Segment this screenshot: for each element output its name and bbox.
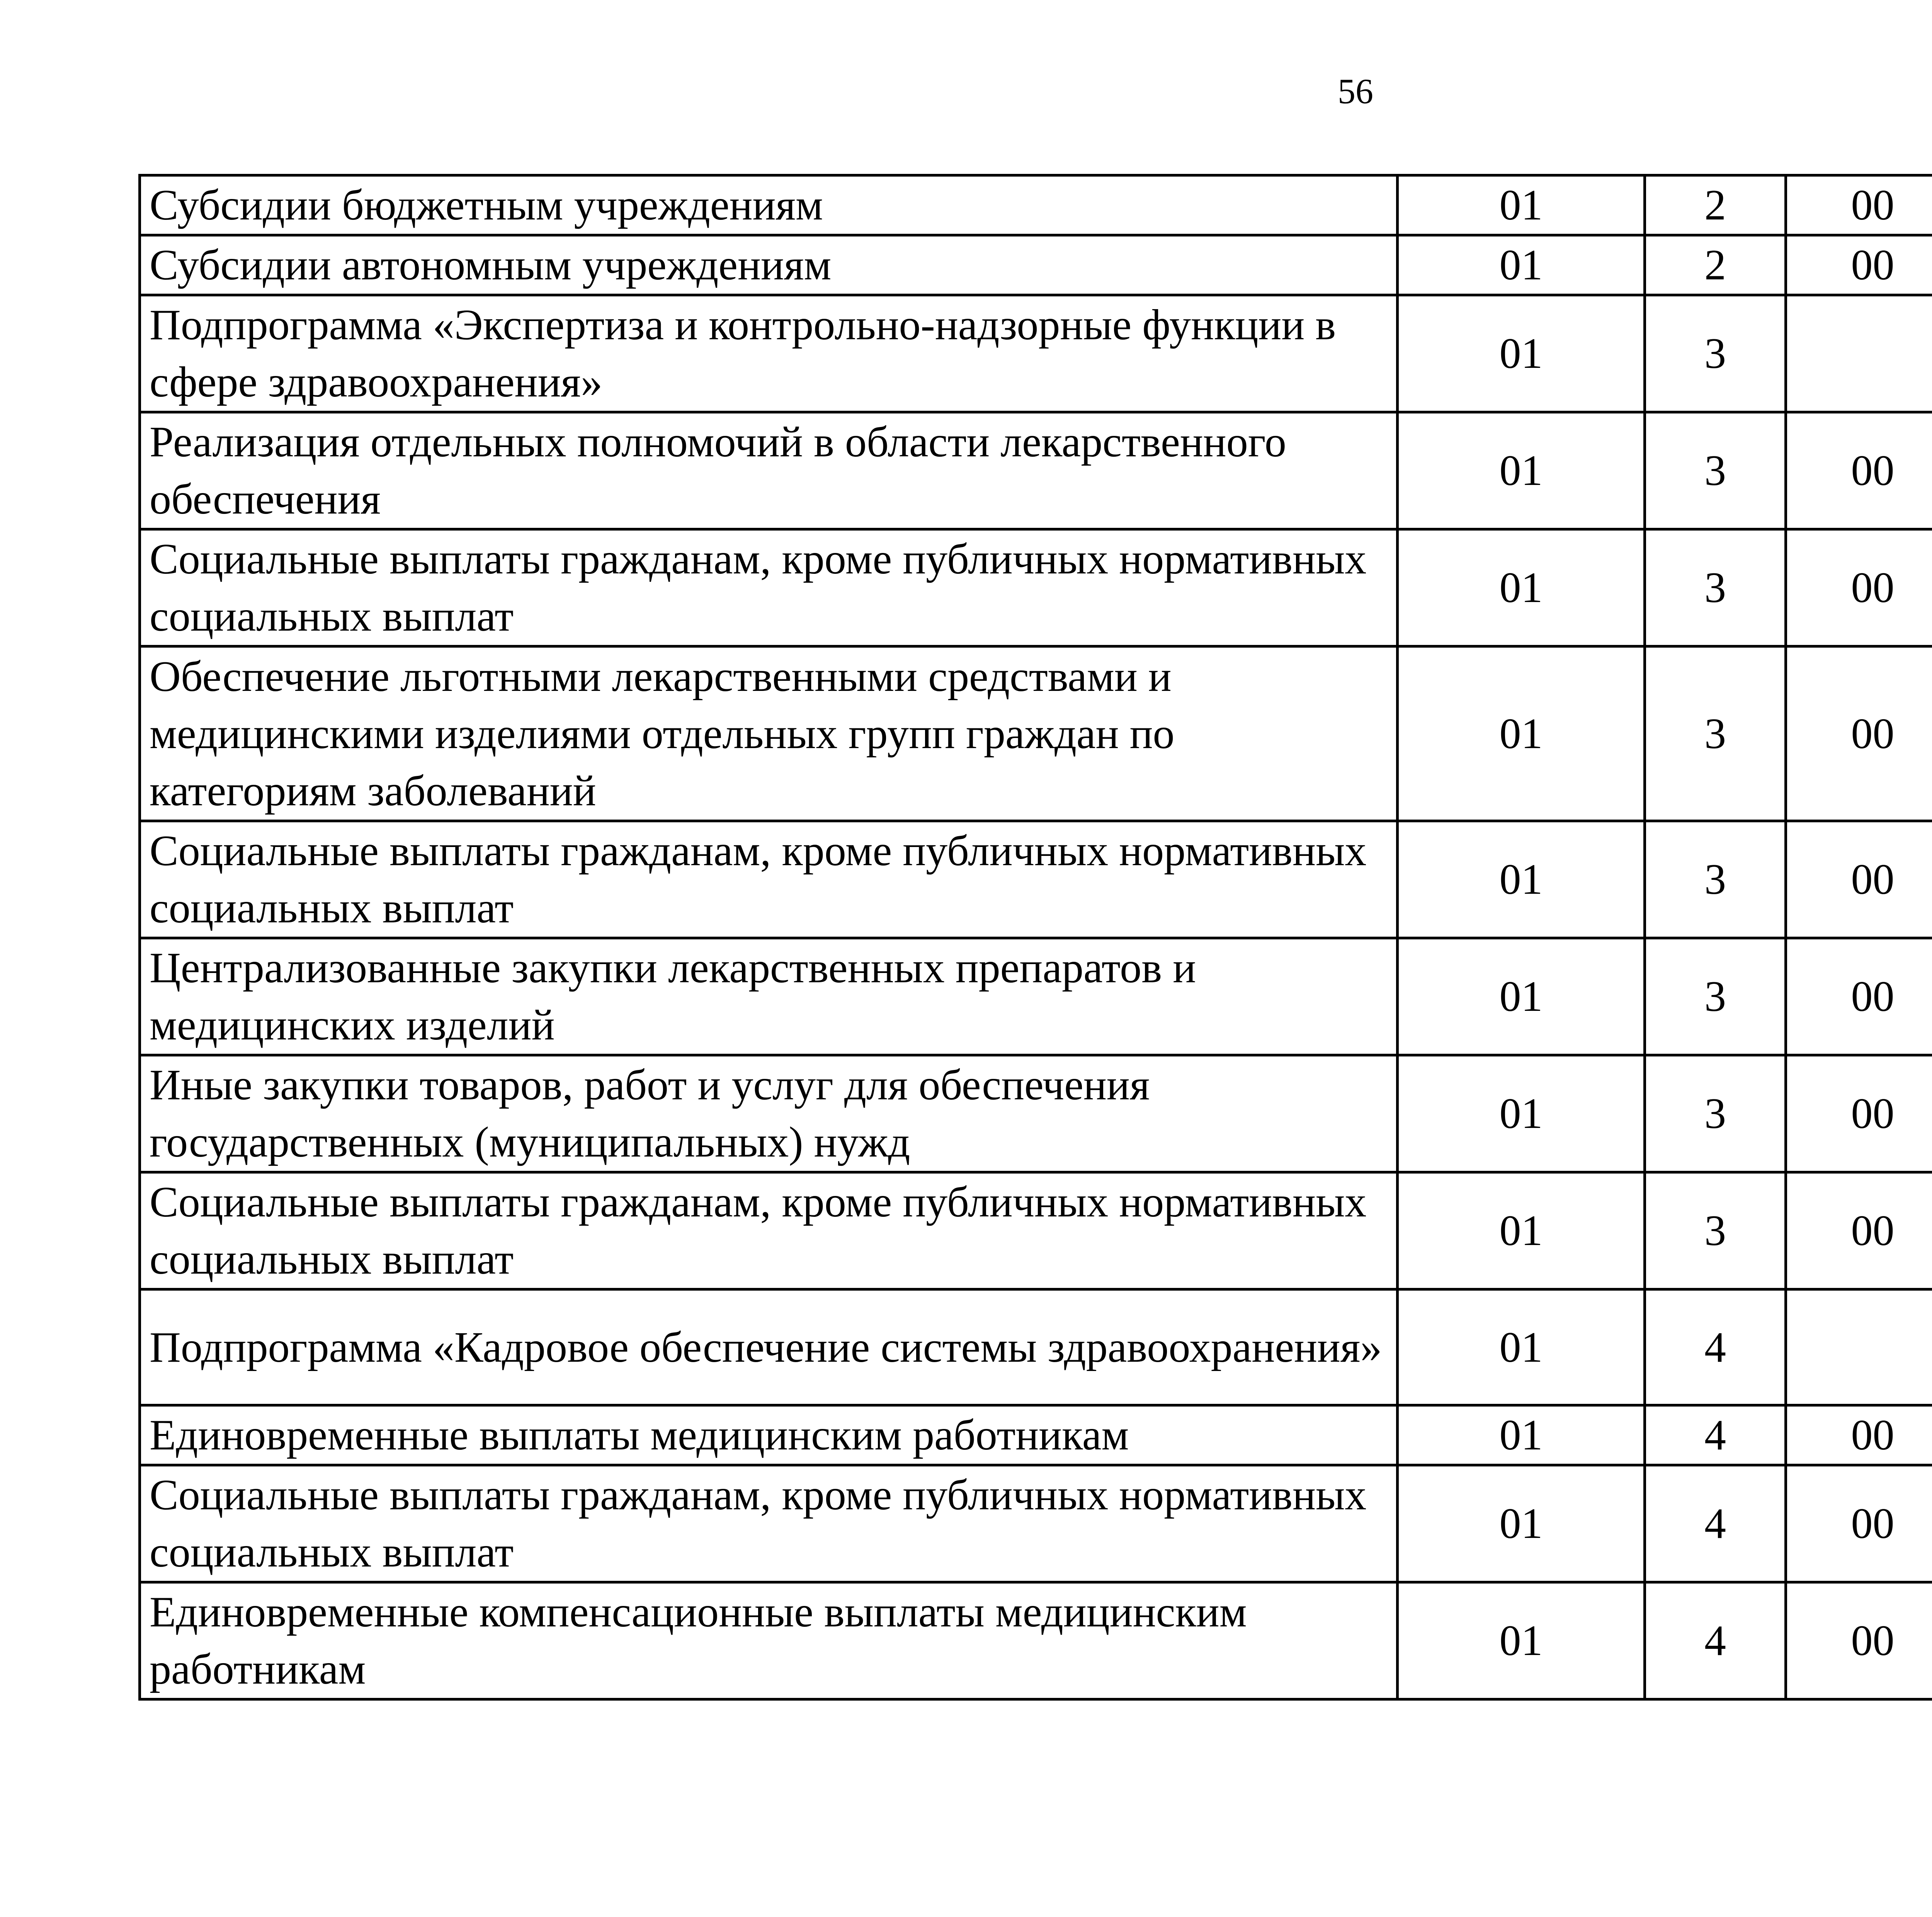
cell-program: 01 xyxy=(1398,175,1645,235)
cell-program: 01 xyxy=(1398,646,1645,821)
table-row xyxy=(140,1582,1932,1699)
table-row xyxy=(140,235,1932,295)
cell-program: 01 xyxy=(1398,1465,1645,1582)
row-name: Обеспечение льготными лекарственными средствами и медицинскими изделиями отдельных групп граждан по категориям заболеваний xyxy=(140,646,1398,821)
cell-main-event: 00 xyxy=(1786,646,1932,821)
row-name: Субсидии бюджетным учреждениям xyxy=(140,175,1398,235)
cell-program: 01 xyxy=(1398,1172,1645,1289)
cell-subprogram: 3 xyxy=(1645,821,1786,938)
cell-program: 01 xyxy=(1398,1582,1645,1699)
cell-main-event: 00 xyxy=(1786,175,1932,235)
table-row xyxy=(140,646,1932,821)
cell-main-event: 00 xyxy=(1786,529,1932,646)
row-name: Социальные выплаты гражданам, кроме публичных нормативных социальных выплат xyxy=(140,821,1398,938)
cell-subprogram: 3 xyxy=(1645,1172,1786,1289)
cell-program: 01 xyxy=(1398,295,1645,412)
cell-program: 01 xyxy=(1398,529,1645,646)
row-name: Иные закупки товаров, работ и услуг для обеспечения государственных (муниципальных) нужд xyxy=(140,1055,1398,1172)
table-row xyxy=(140,295,1932,412)
table-row xyxy=(140,1465,1932,1582)
row-name: Реализация отдельных полномочий в области лекарственного обеспечения xyxy=(140,412,1398,529)
cell-program: 01 xyxy=(1398,412,1645,529)
cell-program: 01 xyxy=(1398,821,1645,938)
cell-program: 01 xyxy=(1398,1289,1645,1405)
cell-main-event: 00 xyxy=(1786,1172,1932,1289)
row-name: Социальные выплаты гражданам, кроме публичных нормативных социальных выплат xyxy=(140,1465,1398,1582)
row-name: Социальные выплаты гражданам, кроме публичных нормативных социальных выплат xyxy=(140,1172,1398,1289)
cell-subprogram: 4 xyxy=(1645,1405,1786,1465)
budget-table xyxy=(138,174,1932,1701)
table-row xyxy=(140,1172,1932,1289)
cell-program: 01 xyxy=(1398,235,1645,295)
cell-subprogram: 4 xyxy=(1645,1289,1786,1405)
cell-subprogram: 4 xyxy=(1645,1582,1786,1699)
cell-main-event: 00 xyxy=(1786,1465,1932,1582)
table-row xyxy=(140,821,1932,938)
row-name: Субсидии автономным учреждениям xyxy=(140,235,1398,295)
cell-program: 01 xyxy=(1398,938,1645,1055)
cell-main-event xyxy=(1786,295,1932,412)
table-body xyxy=(140,175,1932,1699)
row-name: Подпрограмма «Экспертиза и контрольно-надзорные функции в сфере здравоохранения» xyxy=(140,295,1398,412)
cell-subprogram: 3 xyxy=(1645,646,1786,821)
row-name: Централизованные закупки лекарственных препаратов и медицинских изделий xyxy=(140,938,1398,1055)
table-row xyxy=(140,1289,1932,1405)
table-row xyxy=(140,175,1932,235)
cell-subprogram: 2 xyxy=(1645,235,1786,295)
cell-subprogram: 3 xyxy=(1645,295,1786,412)
cell-subprogram: 2 xyxy=(1645,175,1786,235)
cell-main-event: 00 xyxy=(1786,1582,1932,1699)
table-row xyxy=(140,412,1932,529)
cell-program: 01 xyxy=(1398,1405,1645,1465)
cell-main-event xyxy=(1786,1289,1932,1405)
cell-main-event: 00 xyxy=(1786,412,1932,529)
cell-main-event: 00 xyxy=(1786,821,1932,938)
cell-subprogram: 3 xyxy=(1645,529,1786,646)
cell-subprogram: 3 xyxy=(1645,412,1786,529)
page-number: 56 xyxy=(1338,71,1373,111)
table-row xyxy=(140,1055,1932,1172)
cell-subprogram: 4 xyxy=(1645,1465,1786,1582)
table-row xyxy=(140,938,1932,1055)
row-name: Единовременные выплаты медицинским работникам xyxy=(140,1405,1398,1465)
cell-program: 01 xyxy=(1398,1055,1645,1172)
table-row xyxy=(140,529,1932,646)
row-name: Подпрограмма «Кадровое обеспечение системы здравоохранения» xyxy=(140,1289,1398,1405)
cell-main-event: 00 xyxy=(1786,938,1932,1055)
cell-main-event: 00 xyxy=(1786,1405,1932,1465)
cell-main-event: 00 xyxy=(1786,1055,1932,1172)
cell-subprogram: 3 xyxy=(1645,938,1786,1055)
row-name: Единовременные компенсационные выплаты медицинским работникам xyxy=(140,1582,1398,1699)
cell-subprogram: 3 xyxy=(1645,1055,1786,1172)
table-row xyxy=(140,1405,1932,1465)
row-name: Социальные выплаты гражданам, кроме публичных нормативных социальных выплат xyxy=(140,529,1398,646)
cell-main-event: 00 xyxy=(1786,235,1932,295)
